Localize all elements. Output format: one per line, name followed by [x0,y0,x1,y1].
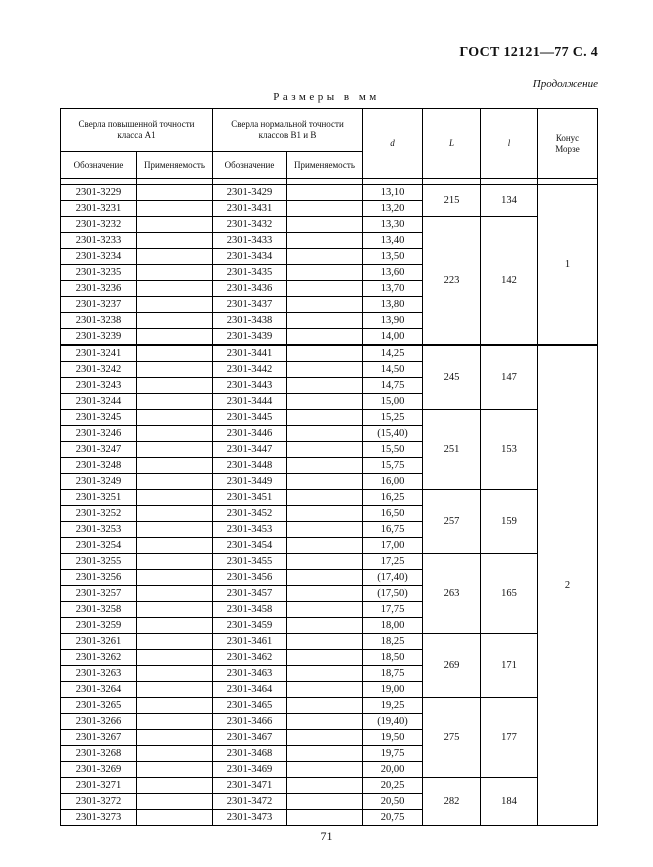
a1-applicability-cell [137,730,213,746]
cone-cell: 2 [538,345,598,826]
d-cell: 14,75 [363,378,423,394]
a1-applicability-cell [137,506,213,522]
a1-applicability-cell [137,810,213,826]
a1-applicability-cell [137,329,213,346]
b-applicability-cell [287,329,363,346]
d-cell: 20,50 [363,794,423,810]
continuation-label: Продолжение [532,78,598,90]
d-cell: 18,00 [363,618,423,634]
cone-cell: 1 [538,185,598,346]
table-row [61,490,598,506]
b-designation-cell: 2301-3435 [213,265,287,281]
b-applicability-cell [287,762,363,778]
a1-applicability-cell [137,554,213,570]
b-applicability-cell [287,794,363,810]
page-number: 71 [320,829,333,843]
a1-designation-cell: 2301-3236 [61,281,137,297]
a1-designation-cell: 2301-3271 [61,778,137,794]
L-cell: 215 [423,185,481,217]
d-cell: 13,20 [363,201,423,217]
b-designation-header: Обозначение [213,152,287,179]
b-designation-cell: 2301-3443 [213,378,287,394]
b-applicability-cell [287,345,363,362]
d-cell: 19,00 [363,682,423,698]
a1-applicability-cell [137,586,213,602]
a1-applicability-cell [137,634,213,650]
d-cell: 19,25 [363,698,423,714]
d-cell: 14,00 [363,329,423,346]
a1-applicability-cell [137,570,213,586]
d-cell: 14,50 [363,362,423,378]
b-designation-cell: 2301-3454 [213,538,287,554]
a1-designation-cell: 2301-3238 [61,313,137,329]
a1-designation-cell: 2301-3264 [61,682,137,698]
l-cell: 177 [481,698,538,778]
a1-applicability-cell [137,281,213,297]
l-cell: 147 [481,345,538,410]
L-cell: 223 [423,217,481,346]
b-designation-cell: 2301-3452 [213,506,287,522]
a1-designation-cell: 2301-3239 [61,329,137,346]
b-designation-cell: 2301-3431 [213,201,287,217]
b-designation-cell: 2301-3448 [213,458,287,474]
b-applicability-cell [287,394,363,410]
a1-designation-cell: 2301-3245 [61,410,137,426]
b-designation-cell: 2301-3462 [213,650,287,666]
b-designation-cell: 2301-3451 [213,490,287,506]
l-cell: 153 [481,410,538,490]
d-cell: 16,25 [363,490,423,506]
a1-applicability-cell [137,778,213,794]
a1-designation-cell: 2301-3233 [61,233,137,249]
b-designation-cell: 2301-3456 [213,570,287,586]
group-b-header: Сверла нормальной точности классов В1 и В [213,109,363,152]
d-cell: 15,50 [363,442,423,458]
table-row [61,410,598,426]
b-applicability-cell [287,538,363,554]
b-designation-cell: 2301-3446 [213,426,287,442]
a1-applicability-cell [137,714,213,730]
b-designation-cell: 2301-3437 [213,297,287,313]
table-row [61,778,598,794]
b-applicability-cell [287,602,363,618]
a1-applicability-cell [137,490,213,506]
l-cell: 165 [481,554,538,634]
b-designation-cell: 2301-3464 [213,682,287,698]
a1-designation-cell: 2301-3232 [61,217,137,233]
b-applicability-cell [287,490,363,506]
b-designation-cell: 2301-3457 [213,586,287,602]
b-designation-cell: 2301-3472 [213,794,287,810]
b-designation-cell: 2301-3436 [213,281,287,297]
table-row [61,634,598,650]
l-cell: 184 [481,778,538,826]
a1-applicability-cell [137,762,213,778]
a1-applicability-cell [137,682,213,698]
cone-header: Конус Морзе [538,109,598,179]
d-cell: 13,60 [363,265,423,281]
b-designation-cell: 2301-3461 [213,634,287,650]
d-cell: 16,00 [363,474,423,490]
b-applicability-cell [287,778,363,794]
L-cell: 263 [423,554,481,634]
b-applicability-cell [287,746,363,762]
b-applicability-cell [287,810,363,826]
b-designation-cell: 2301-3467 [213,730,287,746]
b-applicability-cell [287,650,363,666]
a1-applicability-cell [137,426,213,442]
a1-applicability-cell [137,458,213,474]
table-row [61,554,598,570]
a1-applicability-cell [137,666,213,682]
d-cell: 15,75 [363,458,423,474]
d-cell: 16,50 [363,506,423,522]
a1-designation-cell: 2301-3257 [61,586,137,602]
d-cell: 13,50 [363,249,423,265]
table-body [61,179,598,826]
table-row [61,698,598,714]
a1-applicability-cell [137,394,213,410]
b-designation-cell: 2301-3469 [213,762,287,778]
a1-designation-cell: 2301-3259 [61,618,137,634]
b-applicability-cell [287,201,363,217]
b-designation-cell: 2301-3473 [213,810,287,826]
b-designation-cell: 2301-3429 [213,185,287,201]
table-row [61,185,598,201]
a1-designation-cell: 2301-3237 [61,297,137,313]
b-designation-cell: 2301-3441 [213,345,287,362]
a1-applicability-cell [137,297,213,313]
b-applicability-cell [287,554,363,570]
d-cell: 15,25 [363,410,423,426]
b-designation-cell: 2301-3442 [213,362,287,378]
a1-designation-cell: 2301-3265 [61,698,137,714]
b-applicability-cell [287,410,363,426]
table-row [61,345,598,362]
d-cell: (15,40) [363,426,423,442]
b-applicability-cell [287,233,363,249]
a1-applicability-cell [137,378,213,394]
b-designation-cell: 2301-3438 [213,313,287,329]
a1-applicability-cell [137,362,213,378]
l-cell: 159 [481,490,538,554]
a1-applicability-cell [137,217,213,233]
b-designation-cell: 2301-3433 [213,233,287,249]
d-cell: 13,30 [363,217,423,233]
d-cell: 18,75 [363,666,423,682]
b-designation-cell: 2301-3466 [213,714,287,730]
b-designation-cell: 2301-3459 [213,618,287,634]
b-applicability-cell [287,714,363,730]
a1-designation-cell: 2301-3251 [61,490,137,506]
a1-designation-cell: 2301-3255 [61,554,137,570]
d-cell: 17,75 [363,602,423,618]
d-cell: 17,00 [363,538,423,554]
d-cell: 14,25 [363,345,423,362]
b-applicability-cell [287,185,363,201]
a1-designation-cell: 2301-3262 [61,650,137,666]
d-cell: (19,40) [363,714,423,730]
d-cell: 13,80 [363,297,423,313]
a1-designation-cell: 2301-3266 [61,714,137,730]
a1-designation-cell: 2301-3263 [61,666,137,682]
a1-designation-cell: 2301-3231 [61,201,137,217]
d-cell: 13,70 [363,281,423,297]
b-applicability-cell [287,297,363,313]
a1-designation-cell: 2301-3242 [61,362,137,378]
L-cell: 269 [423,634,481,698]
b-designation-cell: 2301-3444 [213,394,287,410]
b-applicability-cell [287,217,363,233]
b-applicability-cell [287,698,363,714]
a1-applicability-cell [137,410,213,426]
b-applicability-cell [287,474,363,490]
l-cell: 134 [481,185,538,217]
a1-designation-cell: 2301-3254 [61,538,137,554]
L-cell: 275 [423,698,481,778]
d-cell: 15,00 [363,394,423,410]
b-designation-cell: 2301-3463 [213,666,287,682]
l-cell: 142 [481,217,538,346]
a1-designation-cell: 2301-3253 [61,522,137,538]
a1-applicability-cell [137,442,213,458]
d-cell: 20,75 [363,810,423,826]
d-cell: 17,25 [363,554,423,570]
d-cell: 19,75 [363,746,423,762]
a1-applicability-cell [137,313,213,329]
a1-designation-cell: 2301-3269 [61,762,137,778]
b-applicability-cell [287,249,363,265]
b-designation-cell: 2301-3455 [213,554,287,570]
b-applicability-cell [287,362,363,378]
d-cell: 18,25 [363,634,423,650]
b-designation-cell: 2301-3432 [213,217,287,233]
group-a1-header: Сверла повышенной точности класса А1 [61,109,213,152]
a1-applicability-cell [137,249,213,265]
a1-applicability-cell [137,746,213,762]
a1-designation-cell: 2301-3256 [61,570,137,586]
b-applicability-cell [287,313,363,329]
a1-applicability-cell [137,265,213,281]
b-applicability-cell [287,522,363,538]
a1-applicability-cell [137,618,213,634]
document-header: ГОСТ 12121—77 С. 4 [459,45,598,60]
b-designation-cell: 2301-3453 [213,522,287,538]
a1-applicability-cell [137,698,213,714]
d-cell: 13,40 [363,233,423,249]
b-designation-cell: 2301-3465 [213,698,287,714]
L-cell: 245 [423,345,481,410]
d-cell: (17,40) [363,570,423,586]
a1-designation-cell: 2301-3268 [61,746,137,762]
a1-designation-cell: 2301-3258 [61,602,137,618]
a1-applicability-cell [137,538,213,554]
b-applicability-cell [287,682,363,698]
b-designation-cell: 2301-3449 [213,474,287,490]
a1-applicability-header: Применяемость [137,152,213,179]
a1-designation-cell: 2301-3244 [61,394,137,410]
b-designation-cell: 2301-3458 [213,602,287,618]
b-applicability-cell [287,281,363,297]
d-cell: 13,90 [363,313,423,329]
b-applicability-cell [287,426,363,442]
b-designation-cell: 2301-3447 [213,442,287,458]
b-applicability-cell [287,730,363,746]
dimensions-label: Размеры в мм [273,91,380,103]
b-applicability-cell [287,265,363,281]
d-cell: (17,50) [363,586,423,602]
L-cell: 282 [423,778,481,826]
b-designation-cell: 2301-3439 [213,329,287,346]
L-header: L [423,109,481,179]
b-applicability-cell [287,634,363,650]
drill-table [60,108,598,826]
L-cell: 251 [423,410,481,490]
d-cell: 19,50 [363,730,423,746]
d-cell: 20,00 [363,762,423,778]
b-applicability-cell [287,442,363,458]
a1-designation-cell: 2301-3252 [61,506,137,522]
a1-designation-cell: 2301-3247 [61,442,137,458]
a1-designation-cell: 2301-3261 [61,634,137,650]
table-row [61,217,598,233]
d-cell: 18,50 [363,650,423,666]
b-applicability-cell [287,666,363,682]
b-applicability-cell [287,506,363,522]
b-applicability-cell [287,570,363,586]
a1-applicability-cell [137,345,213,362]
a1-designation-cell: 2301-3267 [61,730,137,746]
a1-designation-cell: 2301-3243 [61,378,137,394]
b-applicability-header: Применяемость [287,152,363,179]
b-applicability-cell [287,378,363,394]
a1-designation-cell: 2301-3241 [61,345,137,362]
b-designation-cell: 2301-3445 [213,410,287,426]
b-designation-cell: 2301-3471 [213,778,287,794]
L-cell: 257 [423,490,481,554]
a1-designation-cell: 2301-3229 [61,185,137,201]
d-cell: 20,25 [363,778,423,794]
b-applicability-cell [287,458,363,474]
a1-applicability-cell [137,522,213,538]
a1-applicability-cell [137,602,213,618]
d-cell: 16,75 [363,522,423,538]
b-designation-cell: 2301-3468 [213,746,287,762]
d-cell: 13,10 [363,185,423,201]
a1-applicability-cell [137,233,213,249]
a1-designation-cell: 2301-3234 [61,249,137,265]
l-cell: 171 [481,634,538,698]
a1-designation-cell: 2301-3248 [61,458,137,474]
a1-designation-cell: 2301-3249 [61,474,137,490]
a1-designation-cell: 2301-3246 [61,426,137,442]
a1-applicability-cell [137,474,213,490]
a1-applicability-cell [137,650,213,666]
a1-designation-cell: 2301-3272 [61,794,137,810]
a1-applicability-cell [137,201,213,217]
b-applicability-cell [287,618,363,634]
a1-applicability-cell [137,185,213,201]
a1-designation-header: Обозначение [61,152,137,179]
a1-applicability-cell [137,794,213,810]
a1-designation-cell: 2301-3273 [61,810,137,826]
a1-designation-cell: 2301-3235 [61,265,137,281]
b-designation-cell: 2301-3434 [213,249,287,265]
l-header: l [481,109,538,179]
b-applicability-cell [287,586,363,602]
d-header: d [363,109,423,179]
